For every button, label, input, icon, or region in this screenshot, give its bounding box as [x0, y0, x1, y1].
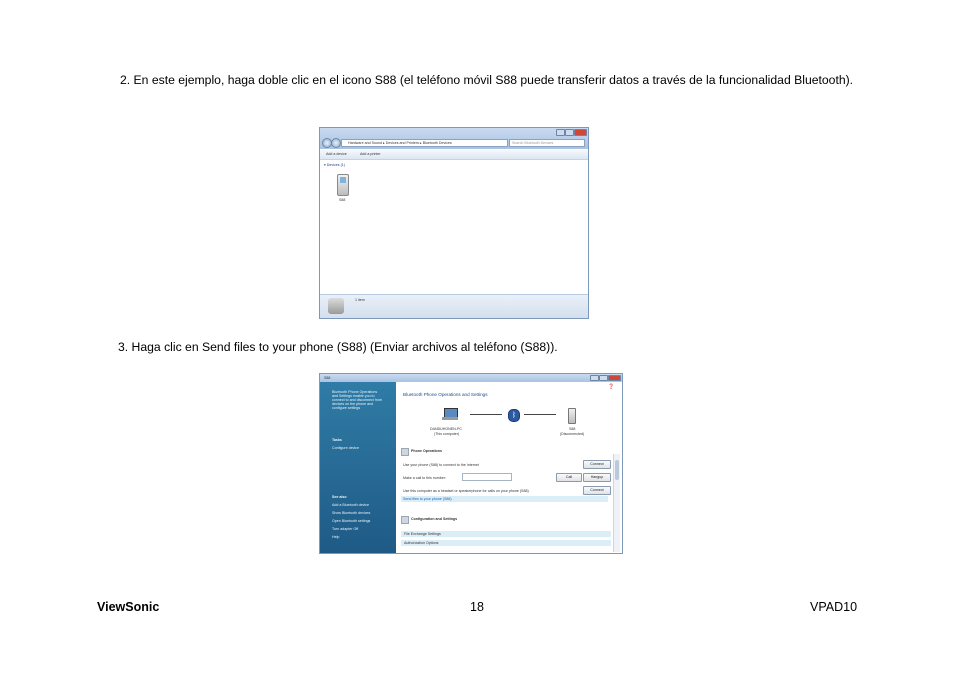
maximize-icon[interactable] [565, 129, 574, 136]
file-exchange-link[interactable]: File Exchange Settings [404, 532, 441, 536]
close-icon[interactable] [608, 375, 621, 381]
device-label[interactable]: S88 [339, 198, 346, 202]
side-panel [320, 382, 396, 553]
phone-name: S88 [569, 427, 576, 431]
status-bar [320, 294, 588, 319]
phone-device-icon[interactable] [337, 174, 349, 196]
footer-model: VPAD10 [810, 600, 858, 614]
address-bar[interactable] [341, 139, 508, 147]
file-exchange-row[interactable] [401, 531, 611, 537]
connection-line [524, 414, 556, 415]
help-link[interactable]: Help [332, 535, 340, 539]
minimize-icon[interactable] [556, 129, 565, 136]
connection-line [470, 414, 502, 415]
authorization-link[interactable]: Authorization Options [404, 541, 439, 545]
window-title: S88 [324, 376, 331, 380]
headset-connect-button[interactable]: Connect [583, 486, 611, 495]
see-also-header: See also [332, 495, 347, 499]
computer-caption: (This computer) [434, 432, 460, 436]
close-icon[interactable] [574, 129, 587, 136]
page-number: 18 [470, 600, 484, 614]
scrollbar[interactable] [613, 454, 620, 552]
breadcrumb: Hardware and Sound ▸ Devices and Printers ▸ Bluetooth Devices [348, 141, 452, 145]
step-2-paragraph: 2. En este ejemplo, haga doble clic en el icono S88 (el teléfono móvil S88 puede transferir datos a través de la funcionalidad Bluetooth). [120, 73, 854, 87]
status-text: 1 item [355, 298, 365, 302]
devices-group-header[interactable]: ▾ Devices (1) [324, 163, 345, 167]
main-heading: Bluetooth Phone Operations and Settings [403, 392, 488, 397]
send-files-link[interactable]: Send files to your phone (S88) [403, 497, 452, 501]
collapse-icon[interactable] [401, 448, 409, 456]
search-input[interactable] [509, 139, 585, 147]
help-icon[interactable]: ❓ [608, 384, 615, 390]
computer-icon [442, 408, 458, 420]
phone-caption: (Disconnected) [560, 432, 585, 436]
add-device-button[interactable]: Add a device [326, 152, 347, 156]
bluetooth-icon: ᛒ [508, 409, 520, 422]
internet-connect-button[interactable]: Connect [583, 460, 611, 469]
headset-operation-label: Use this computer as a headset or speakerphone for calls on your phone (S88) [403, 489, 529, 493]
open-bluetooth-settings-link[interactable]: Open Bluetooth settings [332, 519, 371, 523]
phone-icon [568, 408, 576, 424]
step-3-paragraph: 3. Haga clic en Send files to your phone (S88) (Enviar archivos al teléfono (S88)). [118, 340, 558, 354]
call-number-input[interactable] [462, 473, 512, 481]
search-placeholder: Search Bluetooth Devices [512, 141, 554, 145]
show-bluetooth-devices-link[interactable]: Show Bluetooth devices [332, 511, 371, 515]
call-number-label: Make a call to this number: [403, 476, 446, 480]
phone-operations-header: Phone Operations [411, 449, 442, 453]
config-settings-header: Configuration and Settings [411, 517, 458, 521]
footer-brand: ViewSonic [97, 600, 160, 614]
devices-window-screenshot [319, 127, 589, 319]
title-bar [320, 128, 588, 149]
phone-operations-window-screenshot [319, 373, 623, 554]
maximize-icon[interactable] [599, 375, 608, 381]
command-bar [320, 150, 588, 160]
forward-icon[interactable] [331, 138, 341, 148]
title-bar [320, 374, 622, 382]
turn-adapter-off-link[interactable]: Turn adapter Off [332, 527, 359, 531]
printer-icon [328, 298, 344, 314]
minimize-icon[interactable] [590, 375, 599, 381]
call-button[interactable]: Call [556, 473, 582, 482]
authorization-row[interactable] [401, 540, 611, 546]
add-printer-button[interactable]: Add a printer [360, 152, 381, 156]
add-bluetooth-device-link[interactable]: Add a Bluetooth device [332, 503, 369, 507]
computer-name: DANDUHONEN-PC [430, 427, 462, 431]
configure-device-link[interactable]: Configure device [332, 446, 359, 450]
side-description: Bluetooth Phone Operations and Settings enable you to connect to and disconnect from devices on the phone and configure settings [332, 390, 382, 410]
collapse-icon[interactable] [401, 516, 409, 524]
internet-operation-label: Use your phone (S88) to connect to the Internet [403, 463, 479, 467]
hangup-button[interactable]: Hangup [583, 473, 611, 482]
send-files-row[interactable] [401, 496, 608, 502]
tasks-header: Tasks [332, 438, 342, 442]
